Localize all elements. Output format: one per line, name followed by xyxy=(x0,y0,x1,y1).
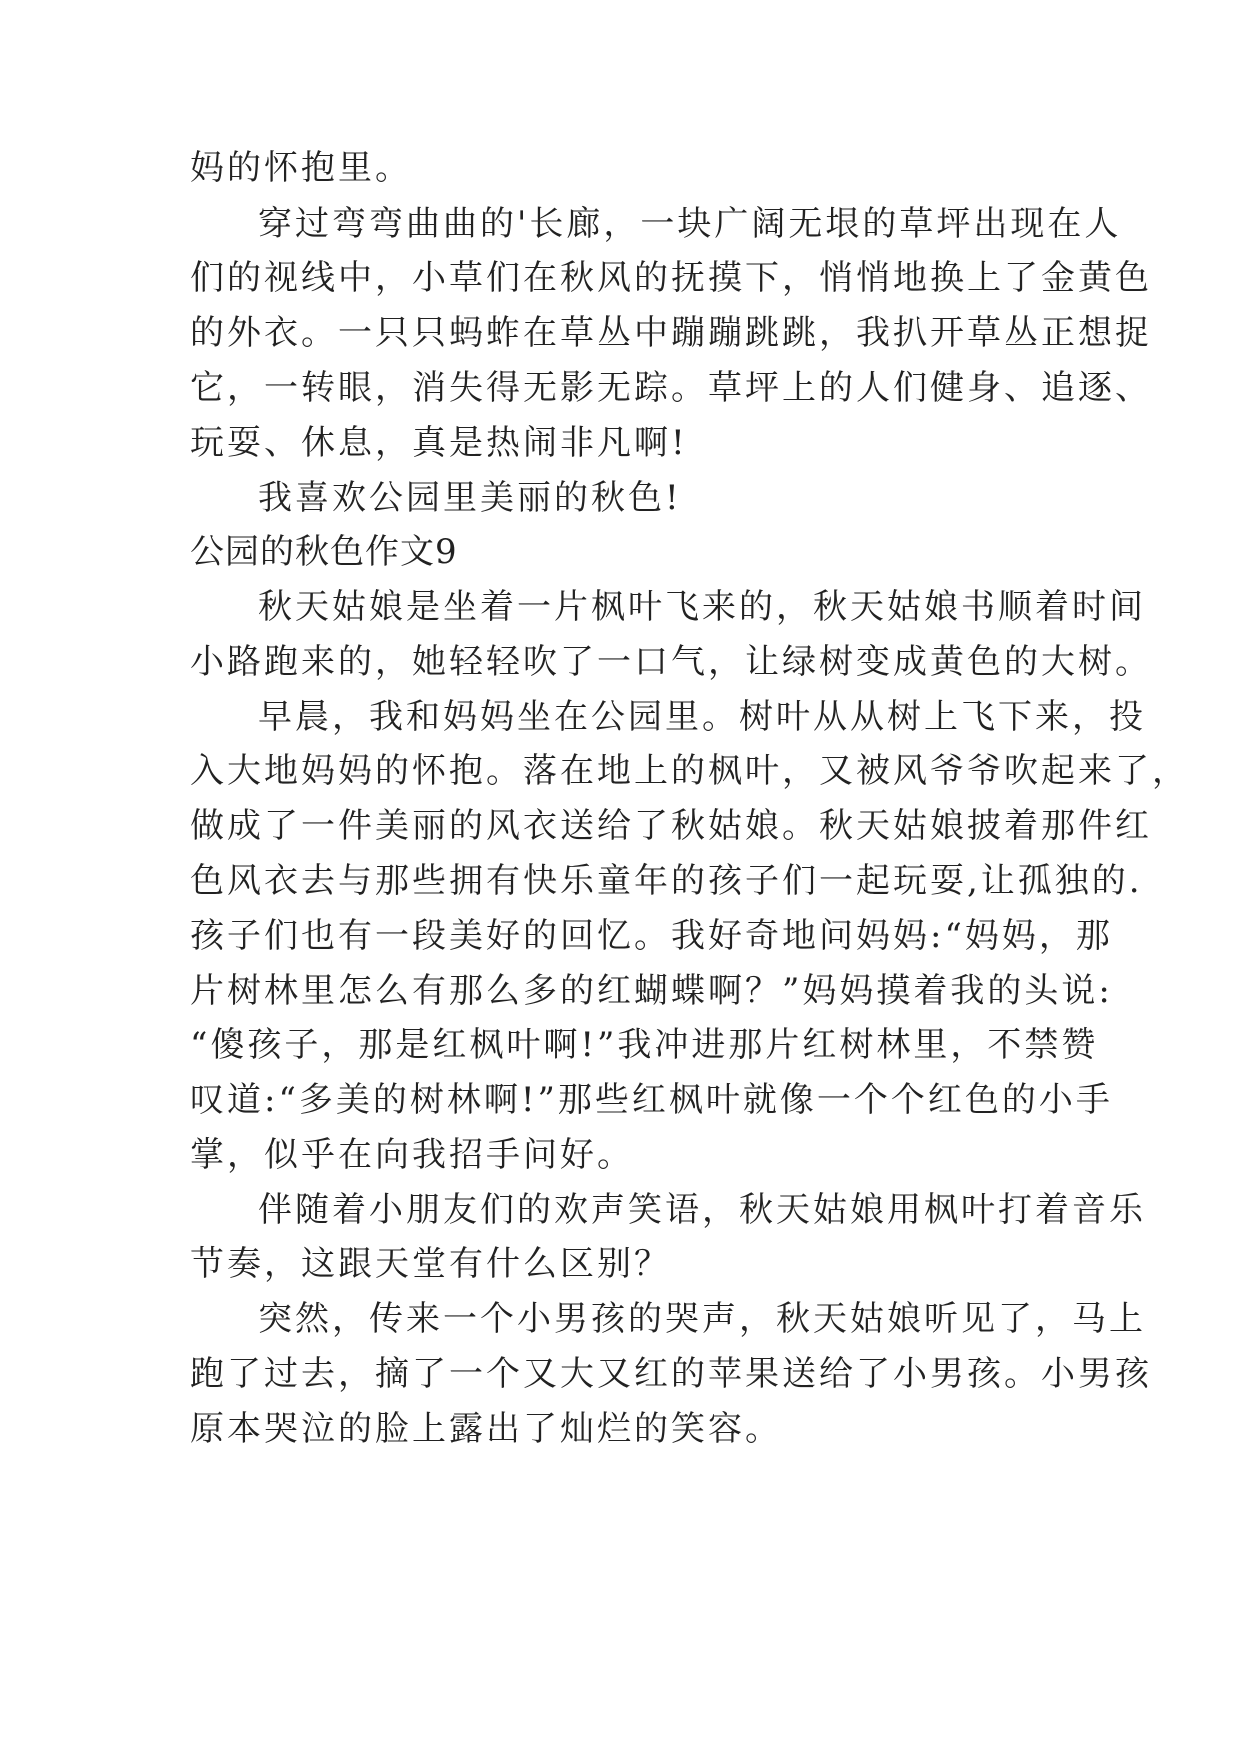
text-line: 的外衣。一只只蚂蚱在草丛中蹦蹦跳跳，我扒开草丛正想捉 xyxy=(190,313,1152,353)
text-line: 它，一转眼，消失得无影无踪。草坪上的人们健身、追逐、 xyxy=(190,368,1152,408)
text-line: 片树林里怎么有那么多的红蝴蝶啊？”妈妈摸着我的头说: xyxy=(190,971,1113,1011)
paragraph-start-line: 穿过弯弯曲曲的'长廊，一块广阔无垠的草坪出现在人 xyxy=(258,204,1122,244)
paragraph-start-line: 秋天姑娘是坐着一片枫叶飞来的，秋天姑娘书顺着时间 xyxy=(258,587,1146,627)
section-heading: 公园的秋色作文9 xyxy=(190,532,458,572)
paragraph-start-line: 伴随着小朋友们的欢声笑语，秋天姑娘用枫叶打着音乐 xyxy=(258,1190,1146,1230)
text-line: 原本哭泣的脸上露出了灿烂的笑容。 xyxy=(190,1409,782,1449)
text-line: 节奏，这跟天堂有什么区别？ xyxy=(190,1244,671,1284)
text-line: 叹道:“多美的树林啊!”那些红枫叶就像一个个红色的小手 xyxy=(190,1080,1113,1120)
text-line: “傻孩子，那是红枫叶啊!”我冲进那片红树林里，不禁赞 xyxy=(190,1025,1099,1065)
text-line: 玩耍、休息，真是热闹非凡啊! xyxy=(190,423,688,463)
text-line: 色风衣去与那些拥有快乐童年的孩子们一起玩耍,让孤独的. xyxy=(190,861,1143,901)
text-line: 小路跑来的，她轻轻吹了一口气，让绿树变成黄色的大树。 xyxy=(190,642,1152,682)
text-line: 做成了一件美丽的风衣送给了秋姑娘。秋天姑娘披着那件红 xyxy=(190,806,1152,846)
paragraph-start-line: 我喜欢公园里美丽的秋色! xyxy=(258,478,682,518)
text-line: 妈的怀抱里。 xyxy=(190,148,412,188)
text-line: 掌，似乎在向我招手问好。 xyxy=(190,1135,634,1175)
text-line: 跑了过去，摘了一个又大又红的苹果送给了小男孩。小男孩 xyxy=(190,1354,1152,1394)
text-line: 们的视线中，小草们在秋风的抚摸下，悄悄地换上了金黄色 xyxy=(190,258,1152,298)
paragraph-start-line: 突然，传来一个小男孩的哭声，秋天姑娘听见了，马上 xyxy=(258,1299,1146,1339)
text-line: 入大地妈妈的怀抱。落在地上的枫叶，又被风爷爷吹起来了， xyxy=(190,751,1189,791)
paragraph-start-line: 早晨，我和妈妈坐在公园里。树叶从从树上飞下来，投 xyxy=(258,697,1146,737)
text-line: 孩子们也有一段美好的回忆。我好奇地问妈妈:“妈妈，那 xyxy=(190,916,1113,956)
